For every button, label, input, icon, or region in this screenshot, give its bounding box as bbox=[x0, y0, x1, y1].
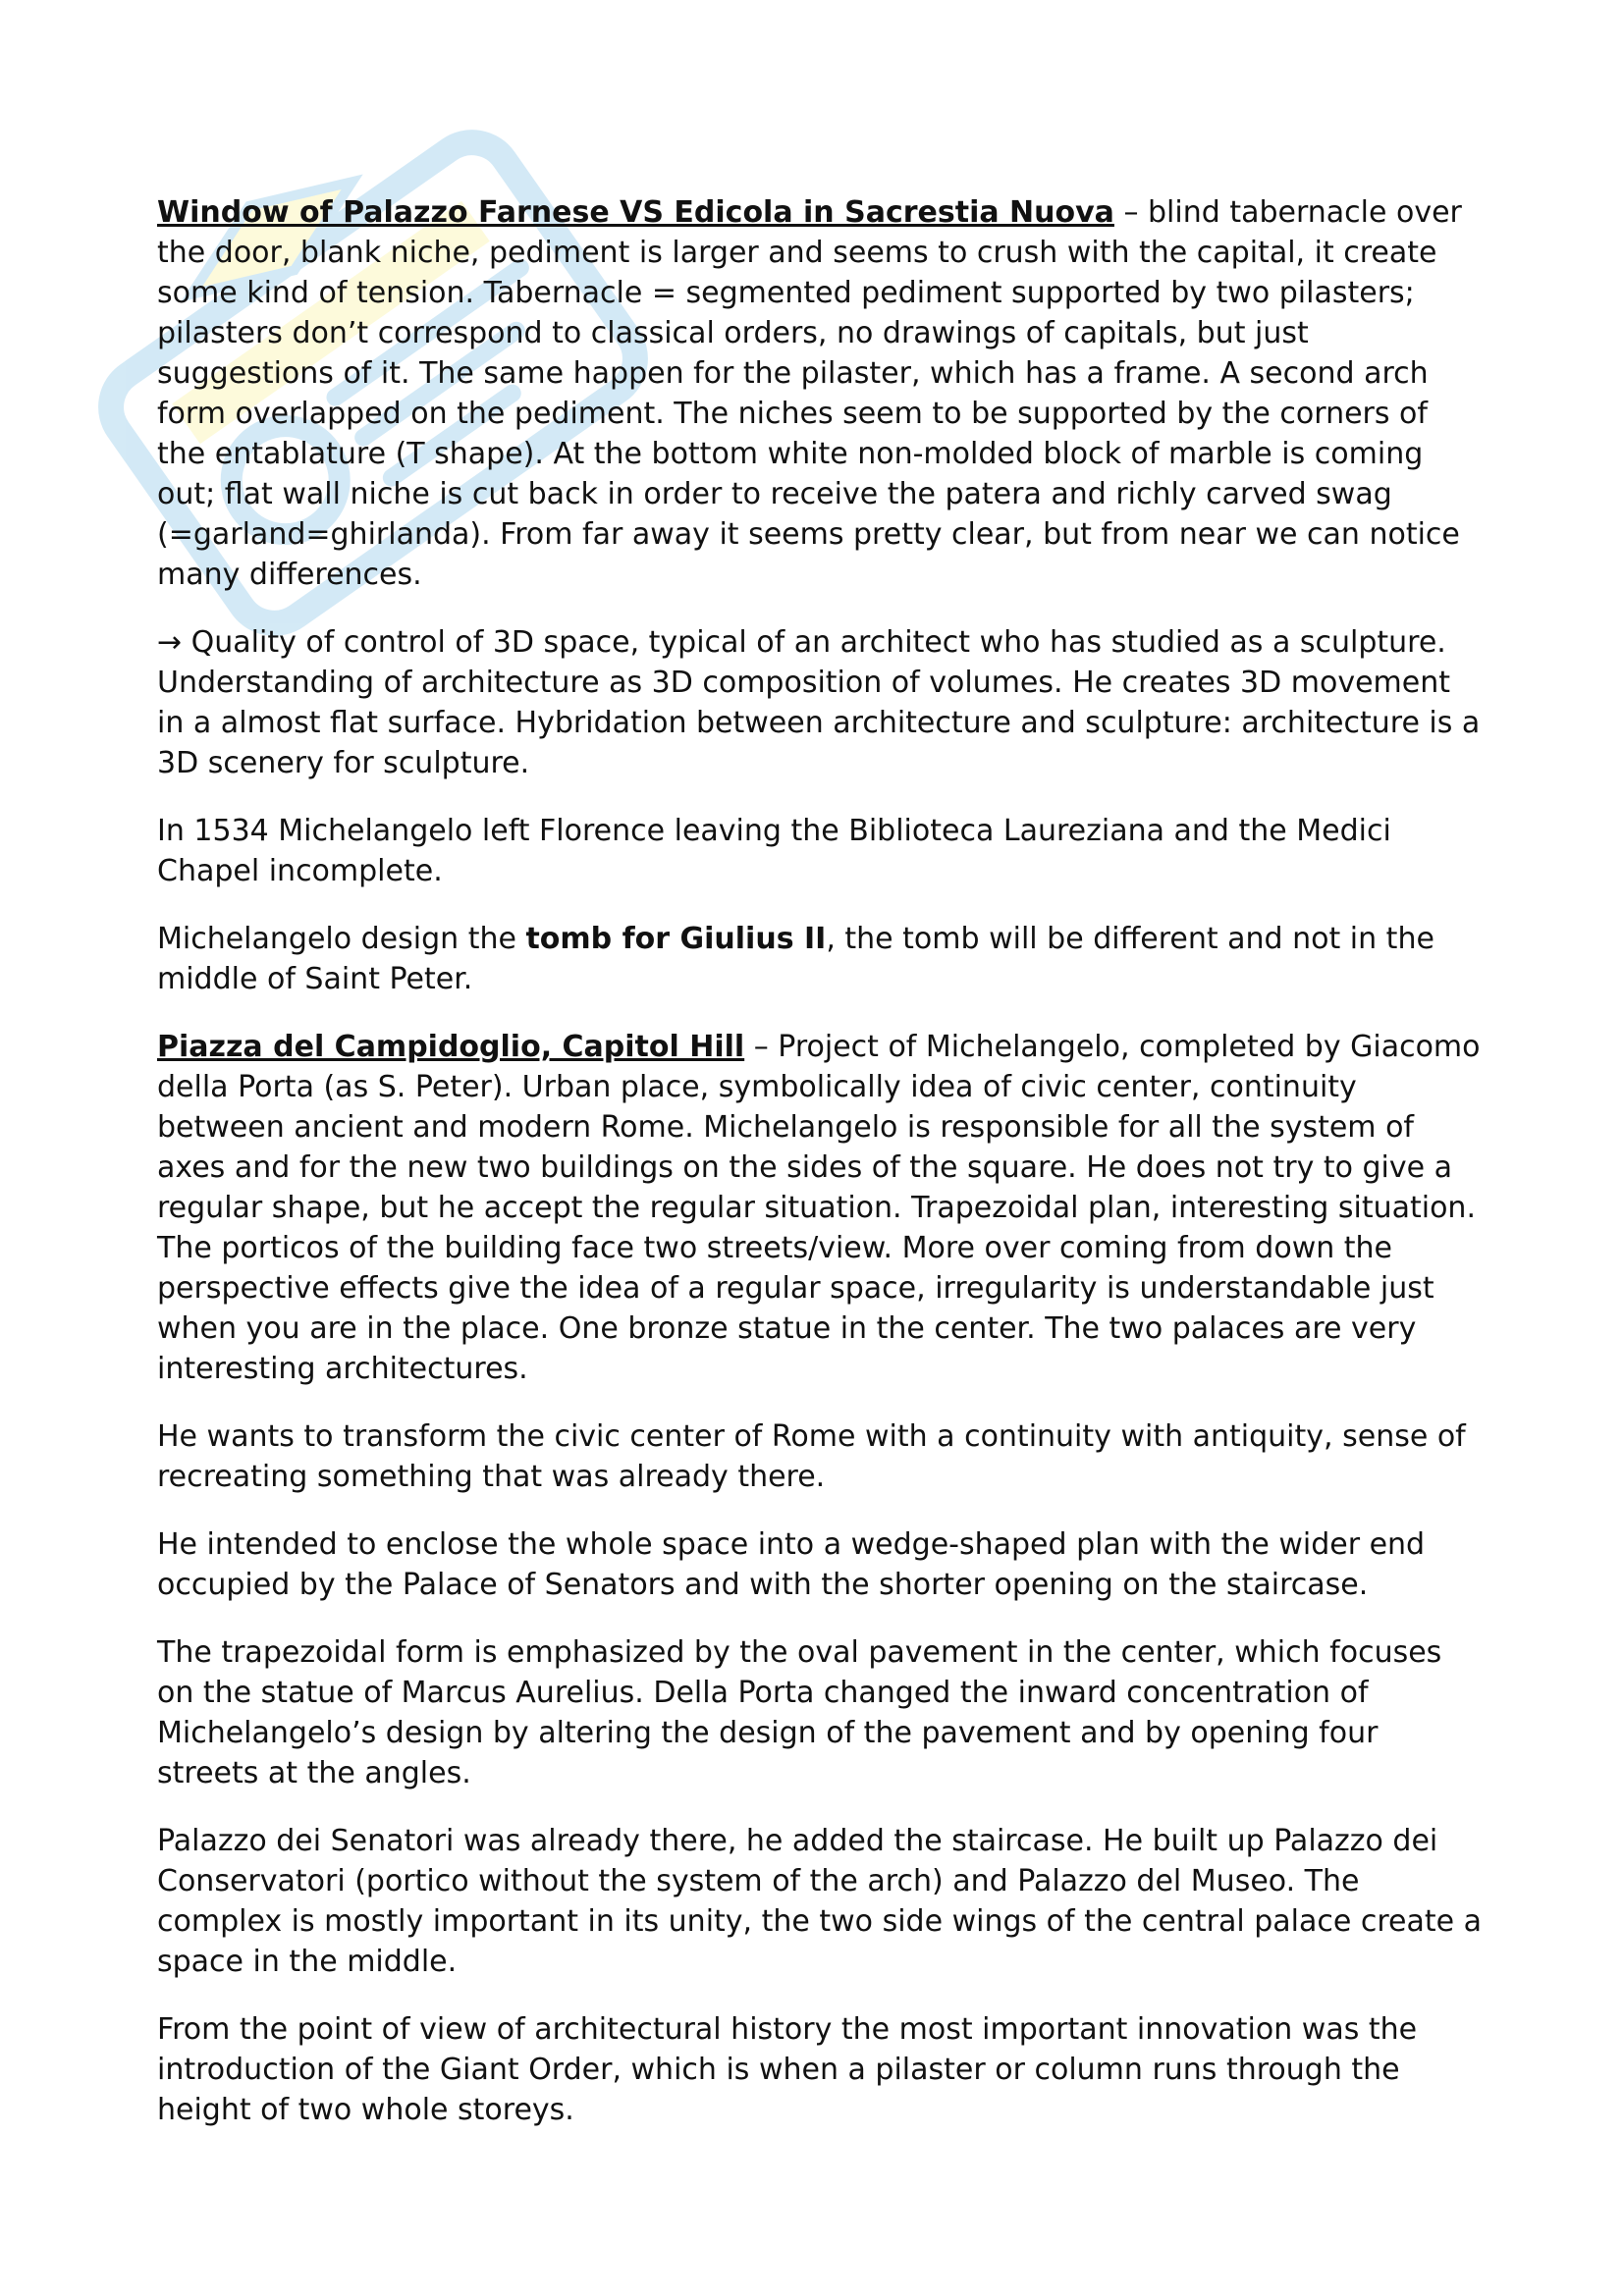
paragraph-1534 bbox=[157, 811, 1483, 891]
paragraph-text: He intended to enclose the whole space into a wedge-shaped plan with the wider end occupied by the Palace of Senators and with the shorter opening on the staircase. bbox=[157, 1527, 1426, 1602]
section-heading-palazzo-farnese: Window of Palazzo Farnese VS Edicola in Sacrestia Nuova bbox=[157, 195, 1114, 230]
paragraph-giant-order bbox=[157, 2009, 1483, 2130]
paragraph-text: Palazzo dei Senatori was already there, he added the staircase. He built up Palazzo dei Conservatori (portico without the system of the arch) and Palazzo del Museo. The complex is mostly important in its unity, the two side wings of the central palace create a space in the middle. bbox=[157, 1824, 1482, 1979]
paragraph-oval-pavement bbox=[157, 1632, 1483, 1793]
paragraph-palazzo-senatori bbox=[157, 1821, 1483, 1982]
paragraph-civic-center bbox=[157, 1416, 1483, 1497]
section-heading-campidoglio: Piazza del Campidoglio, Capitol Hill bbox=[157, 1030, 745, 1064]
document-page bbox=[157, 192, 1483, 2158]
paragraph-text: From the point of view of architectural history the most important innovation was the introduction of the Giant Order, which is when a pilaster or column runs through the height of two whole storeys. bbox=[157, 2012, 1418, 2127]
paragraph-palazzo-farnese bbox=[157, 192, 1483, 595]
paragraph-3d-space bbox=[157, 622, 1483, 783]
paragraph-text: – Project of Michelangelo, completed by Giacomo della Porta (as S. Peter). Urban place, symbolically idea of civic center, continuity between ancient and modern Rome. Michelangelo is responsible for all the system of axes and for the new two buildings on the sides of the square. He does not try to give a regular shape, but he accept the regular situation. Trapezoidal plan, interesting situation. The porticos of the building face two streets/view. More over coming from down the perspective effects give the idea of a regular space, irregularity is understandable just when you are in the place. One bronze statue in the center. The two palaces are very interesting architectures. bbox=[157, 1030, 1481, 1386]
paragraph-text: → Quality of control of 3D space, typical of an architect who has studied as a sculpture. Understanding of architecture as 3D composition of volumes. He creates 3D movement in a almost flat surface. Hybridation between architecture and sculpture: architecture is a 3D scenery for sculpture. bbox=[157, 625, 1481, 780]
paragraph-text: He wants to transform the civic center of Rome with a continuity with antiquity, sense of recreating something that was already there. bbox=[157, 1419, 1466, 1494]
paragraph-tomb-giulius bbox=[157, 919, 1483, 999]
paragraph-campidoglio bbox=[157, 1027, 1483, 1389]
paragraph-text: In 1534 Michelangelo left Florence leaving the Biblioteca Laureziana and the Medici Chapel incomplete. bbox=[157, 814, 1391, 888]
paragraph-text-after: , the tomb will be different and not in the middle of Saint Peter. bbox=[157, 922, 1434, 996]
paragraph-text: The trapezoidal form is emphasized by the oval pavement in the center, which focuses on the statue of Marcus Aurelius. Della Porta changed the inward concentration of Michelangelo’s design by altering the design of the pavement and by opening four streets at the angles. bbox=[157, 1635, 1442, 1790]
paragraph-text-before: Michelangelo design the bbox=[157, 922, 526, 956]
paragraph-text: – blind tabernacle over the door, blank niche, pediment is larger and seems to crush with the capital, it create some kind of tension. Tabernacle = segmented pediment supported by two pilasters; pilasters don’t correspond to classical orders, no drawings of capitals, but just suggestions of it. The same happen for the pilaster, which has a frame. A second arch form overlapped on the pediment. The niches seem to be supported by the corners of the entablature (T shape). At the bottom white non-molded block of marble is coming out; flat wall niche is cut back in order to receive the patera and richly carved swag (=garland=ghirlanda). From far away it seems pretty clear, but from near we can notice many differences. bbox=[157, 195, 1462, 592]
bold-term-tomb: tomb for Giulius II bbox=[525, 922, 827, 956]
paragraph-wedge-plan bbox=[157, 1524, 1483, 1605]
